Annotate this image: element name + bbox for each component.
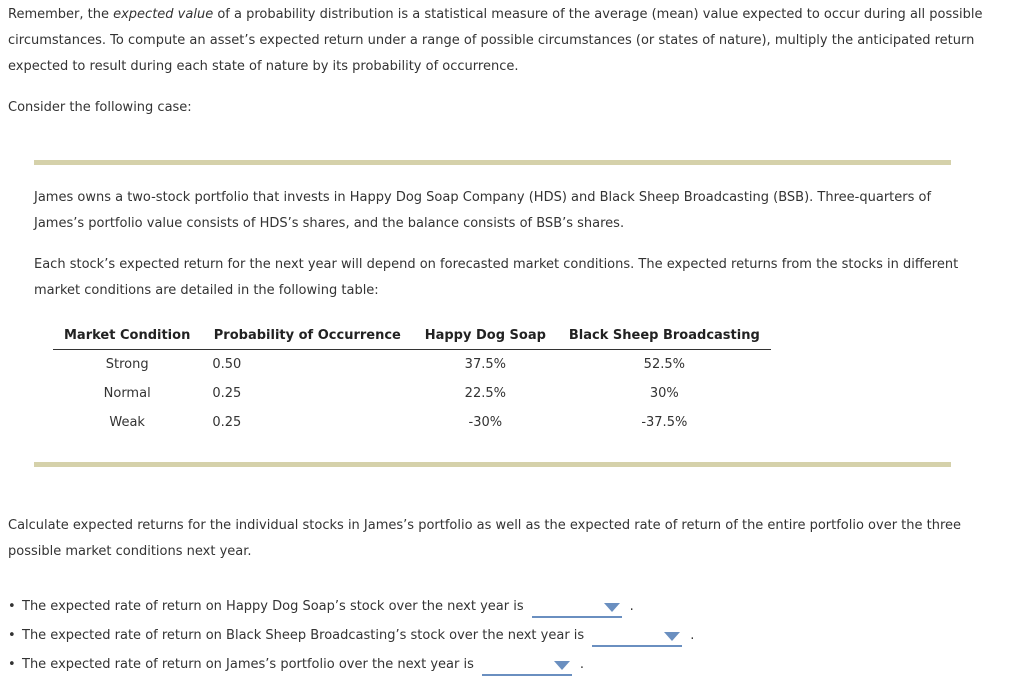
cell-bsb-return: 30% <box>649 386 679 401</box>
table-row <box>53 379 771 408</box>
cell-bsb-return: -37.5% <box>641 415 688 430</box>
header-happy-dog-soap: Happy Dog Soap <box>413 325 557 350</box>
calculate-instruction: Calculate expected returns for the individual stocks in James’s portfolio as well as the expected rate of return of the entire portfolio over the three possible market conditions next year. <box>8 518 962 559</box>
hds-return-dropdown[interactable] <box>532 594 622 618</box>
dropdown-arrow-icon <box>664 632 680 641</box>
bullet: • <box>8 657 16 672</box>
dropdown-arrow-icon <box>554 661 570 670</box>
cell-hds-return: 37.5% <box>464 357 506 372</box>
case-divider-bottom <box>34 462 951 467</box>
cell-condition: Strong <box>105 357 149 372</box>
question-item-portfolio <box>0 652 1024 681</box>
intro-term-expected-value: expected value <box>113 7 214 22</box>
cell-bsb-return: 52.5% <box>643 357 685 372</box>
header-market-condition: Market Condition <box>53 325 201 350</box>
bullet: • <box>8 628 16 643</box>
case-paragraph-1: James owns a two-stock portfolio that invests in Happy Dog Soap Company (HDS) and Black Sheep Broadcasting (BSB). Three-quarters of James’s portfolio value consists of HDS’s shares, and the balance consists of BSB’s shares. <box>34 190 932 231</box>
cell-hds-return: 22.5% <box>464 386 506 401</box>
portfolio-return-dropdown[interactable] <box>482 652 572 676</box>
header-probability: Probability of Occurrence <box>201 325 413 350</box>
question-item-bsb <box>0 623 1024 652</box>
table-row <box>53 408 771 437</box>
cell-condition: Weak <box>109 415 145 430</box>
consider-label: Consider the following case: <box>8 100 192 115</box>
sentence-period: . <box>629 599 634 614</box>
question-text-portfolio: The expected rate of return on James’s portfolio over the next year is <box>22 657 474 672</box>
intro-paragraph <box>8 2 1018 80</box>
cell-hds-return: -30% <box>468 415 503 430</box>
bsb-return-dropdown[interactable] <box>592 623 682 647</box>
table-row <box>53 350 771 380</box>
bullet: • <box>8 599 16 614</box>
question-text-bsb: The expected rate of return on Black Sheep Broadcasting’s stock over the next year is <box>22 628 585 643</box>
cell-probability: 0.50 <box>212 357 242 372</box>
sentence-period: . <box>690 628 695 643</box>
question-list <box>0 594 1024 681</box>
dropdown-arrow-icon <box>604 603 620 612</box>
header-black-sheep-broadcasting: Black Sheep Broadcasting <box>557 325 771 350</box>
case-paragraph-2: Each stock’s expected return for the next year will depend on forecasted market conditions. The expected returns from the stocks in different market conditions are detailed in the following table: <box>34 257 959 298</box>
cell-probability: 0.25 <box>212 415 242 430</box>
table-header-row <box>53 325 771 350</box>
case-divider-top <box>34 160 951 165</box>
intro-text-1: Remember, the <box>8 7 114 22</box>
returns-table <box>53 325 771 437</box>
question-text-hds: The expected rate of return on Happy Dog Soap’s stock over the next year is <box>22 599 524 614</box>
cell-condition: Normal <box>103 386 151 401</box>
cell-probability: 0.25 <box>212 386 242 401</box>
intro-text-2: of a probability distribution is a statistical measure of the average (mean) value expected to occur during all possible circumstances. To compute an asset’s expected return under a range of possible circumstances (or states of nature), multiply the anticipated return expected to result during each state of nature by its probability of occurrence. <box>8 7 983 74</box>
sentence-period: . <box>579 657 584 672</box>
question-item-hds <box>0 594 1024 623</box>
